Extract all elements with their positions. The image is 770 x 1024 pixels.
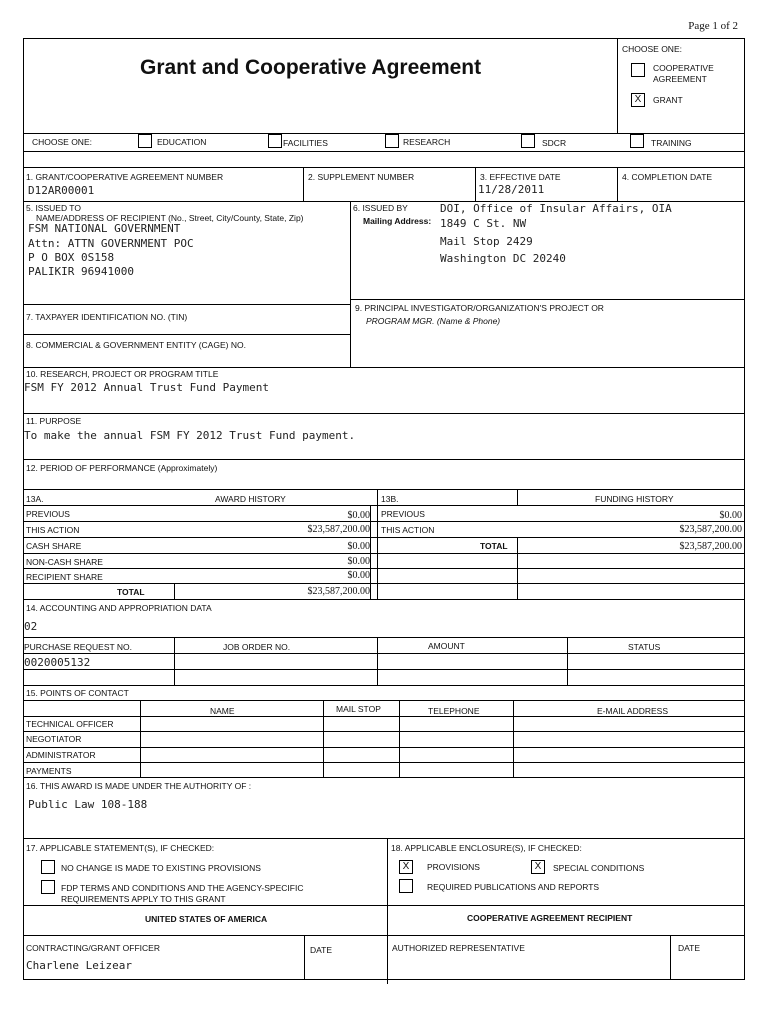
poc-payments: PAYMENTS bbox=[26, 766, 72, 776]
recipient-line-4: PALIKIR 96941000 bbox=[28, 265, 134, 278]
block17-label: 17. APPLICABLE STATEMENT(S), IF CHECKED: bbox=[26, 843, 215, 853]
research-checkbox[interactable] bbox=[385, 134, 399, 148]
grant-label: GRANT bbox=[653, 95, 683, 105]
funding-total-value: $23,587,200.00 bbox=[679, 541, 742, 552]
award-non-cash-share-value: $0.00 bbox=[347, 556, 370, 567]
recipient-line-3: P O BOX 0S158 bbox=[28, 251, 115, 264]
rep-date-label: DATE bbox=[678, 943, 701, 953]
block6-label: 6. ISSUED BY bbox=[353, 203, 408, 213]
funding-this-action-value: $23,587,200.00 bbox=[679, 524, 742, 535]
special-conditions-checkbox[interactable]: X bbox=[531, 860, 545, 874]
grant-officer-label: CONTRACTING/GRANT OFFICER bbox=[26, 943, 160, 953]
facilities-label: FACILITIES bbox=[283, 138, 328, 148]
funding-previous-value: $0.00 bbox=[719, 510, 742, 521]
block7-label: 7. TAXPAYER IDENTIFICATION NO. (TIN) bbox=[26, 312, 188, 322]
poc-negotiator: NEGOTIATOR bbox=[26, 734, 82, 744]
poc-telephone-header: TELEPHONE bbox=[428, 706, 480, 716]
form-title: Grant and Cooperative Agreement bbox=[140, 56, 482, 79]
required-publications-checkbox[interactable] bbox=[399, 879, 413, 893]
accounting-data: 02 bbox=[24, 620, 38, 633]
sdcr-checkbox[interactable] bbox=[521, 134, 535, 148]
cooperative-checkbox[interactable] bbox=[631, 63, 645, 77]
training-checkbox[interactable] bbox=[630, 134, 644, 148]
recipient-line-2: Attn: ATTN GOVERNMENT POC bbox=[28, 237, 194, 250]
block10-label: 10. RESEARCH, PROJECT OR PROGRAM TITLE bbox=[26, 369, 219, 379]
block8-label: 8. COMMERCIAL & GOVERNMENT ENTITY (CAGE) NO. bbox=[26, 340, 246, 350]
award-recipient-share-value: $0.00 bbox=[347, 570, 370, 581]
purpose-text: To make the annual FSM FY 2012 Trust Fund payment. bbox=[24, 429, 356, 442]
cooperative-label: COOPERATIVE bbox=[653, 63, 714, 73]
choose-one-right-label: CHOOSE ONE: bbox=[622, 44, 682, 54]
poc-technical-officer: TECHNICAL OFFICER bbox=[26, 719, 114, 729]
block9-label: 9. PRINCIPAL INVESTIGATOR/ORGANIZATION'S PROJECT OR bbox=[355, 303, 604, 313]
purchase-request-header: PURCHASE REQUEST NO. bbox=[24, 642, 133, 652]
block14-label: 14. ACCOUNTING AND APPROPRIATION DATA bbox=[26, 603, 212, 613]
usa-header: UNITED STATES OF AMERICA bbox=[145, 914, 268, 924]
choose-one-row-label: CHOOSE ONE: bbox=[32, 137, 92, 147]
poc-administrator: ADMINISTRATOR bbox=[26, 750, 96, 760]
no-change-label: NO CHANGE IS MADE TO EXISTING PROVISIONS bbox=[61, 863, 261, 873]
education-checkbox[interactable] bbox=[138, 134, 152, 148]
purchase-request-number: 0020005132 bbox=[24, 656, 91, 669]
funding-history-label: 13B. bbox=[381, 494, 399, 504]
block18-label: 18. APPLICABLE ENCLOSURE(S), IF CHECKED: bbox=[391, 843, 582, 853]
agreement-number: D12AR00001 bbox=[28, 184, 95, 197]
issuer-line-4: Washington DC 20240 bbox=[440, 252, 566, 265]
research-label: RESEARCH bbox=[403, 137, 451, 147]
amount-header: AMOUNT bbox=[428, 641, 465, 651]
award-total-label: TOTAL bbox=[117, 587, 145, 597]
award-history-title: AWARD HISTORY bbox=[215, 494, 286, 504]
authority-text: Public Law 108-188 bbox=[28, 798, 148, 811]
fdp-terms-label: FDP TERMS AND CONDITIONS AND THE AGENCY-SPECIFIC bbox=[61, 883, 304, 893]
block15-label: 15. POINTS OF CONTACT bbox=[26, 688, 129, 698]
training-label: TRAINING bbox=[651, 138, 692, 148]
facilities-checkbox[interactable] bbox=[268, 134, 282, 148]
authorized-rep-label: AUTHORIZED REPRESENTATIVE bbox=[392, 943, 525, 953]
award-cash-share-value: $0.00 bbox=[347, 541, 370, 552]
poc-email-header: E-MAIL ADDRESS bbox=[597, 706, 669, 716]
block3-label: 3. EFFECTIVE DATE bbox=[480, 172, 561, 182]
fdp-terms-label-2: REQUIREMENTS APPLY TO THIS GRANT bbox=[61, 894, 226, 904]
award-this-action-label: THIS ACTION bbox=[26, 525, 80, 535]
grant-checkbox[interactable]: X bbox=[631, 93, 645, 107]
funding-history-title: FUNDING HISTORY bbox=[595, 494, 674, 504]
award-this-action-value: $23,587,200.00 bbox=[307, 524, 370, 535]
award-recipient-share-label: RECIPIENT SHARE bbox=[26, 572, 103, 582]
project-title: FSM FY 2012 Annual Trust Fund Payment bbox=[24, 381, 270, 394]
no-change-checkbox[interactable] bbox=[41, 860, 55, 874]
grant-officer-name: Charlene Leizear bbox=[26, 959, 132, 972]
award-cash-share-label: CASH SHARE bbox=[26, 541, 82, 551]
award-history-label: 13A. bbox=[26, 494, 44, 504]
block16-label: 16. THIS AWARD IS MADE UNDER THE AUTHORITY OF : bbox=[26, 781, 252, 791]
issuer-line-3: Mail Stop 2429 bbox=[440, 235, 533, 248]
block1-label: 1. GRANT/COOPERATIVE AGREEMENT NUMBER bbox=[26, 172, 224, 182]
block5-label: 5. ISSUED TO bbox=[26, 203, 81, 213]
status-header: STATUS bbox=[628, 642, 661, 652]
block9-label-2: PROGRAM MGR. (Name & Phone) bbox=[366, 316, 501, 326]
special-conditions-label: SPECIAL CONDITIONS bbox=[553, 863, 645, 873]
recipient-line-1: FSM NATIONAL GOVERNMENT bbox=[28, 222, 181, 235]
effective-date: 11/28/2011 bbox=[478, 183, 545, 196]
funding-this-action-label: THIS ACTION bbox=[381, 525, 435, 535]
recipient-header: COOPERATIVE AGREEMENT RECIPIENT bbox=[467, 913, 633, 923]
block12-label: 12. PERIOD OF PERFORMANCE (Approximately) bbox=[26, 463, 218, 473]
issuer-line-2: 1849 C St. NW bbox=[440, 217, 527, 230]
provisions-checkbox[interactable]: X bbox=[399, 860, 413, 874]
funding-total-label: TOTAL bbox=[480, 541, 508, 551]
block11-label: 11. PURPOSE bbox=[26, 416, 82, 426]
education-label: EDUCATION bbox=[157, 137, 207, 147]
block4-label: 4. COMPLETION DATE bbox=[622, 172, 713, 182]
award-total-value: $23,587,200.00 bbox=[307, 586, 370, 597]
award-non-cash-share-label: NON-CASH SHARE bbox=[26, 557, 103, 567]
issuer-line-1: DOI, Office of Insular Affairs, OIA bbox=[440, 202, 672, 215]
page-number: Page 1 of 2 bbox=[688, 20, 738, 32]
block2-label: 2. SUPPLEMENT NUMBER bbox=[308, 172, 415, 182]
mailing-address-label: Mailing Address: bbox=[363, 216, 432, 226]
cooperative-label-2: AGREEMENT bbox=[653, 74, 707, 84]
poc-name-header: NAME bbox=[210, 706, 235, 716]
provisions-label: PROVISIONS bbox=[427, 862, 480, 872]
funding-previous-label: PREVIOUS bbox=[381, 509, 425, 519]
poc-mailstop-header: MAIL STOP bbox=[336, 704, 381, 714]
award-previous-label: PREVIOUS bbox=[26, 509, 70, 519]
block5-sublabel: NAME/ADDRESS OF RECIPIENT (No., Street, City/County, State, Zip) bbox=[36, 213, 304, 223]
required-publications-label: REQUIRED PUBLICATIONS AND REPORTS bbox=[427, 882, 600, 892]
officer-date-label: DATE bbox=[310, 945, 333, 955]
award-previous-value: $0.00 bbox=[347, 510, 370, 521]
job-order-header: JOB ORDER NO. bbox=[223, 642, 291, 652]
fdp-terms-checkbox[interactable] bbox=[41, 880, 55, 894]
sdcr-label: SDCR bbox=[542, 138, 567, 148]
